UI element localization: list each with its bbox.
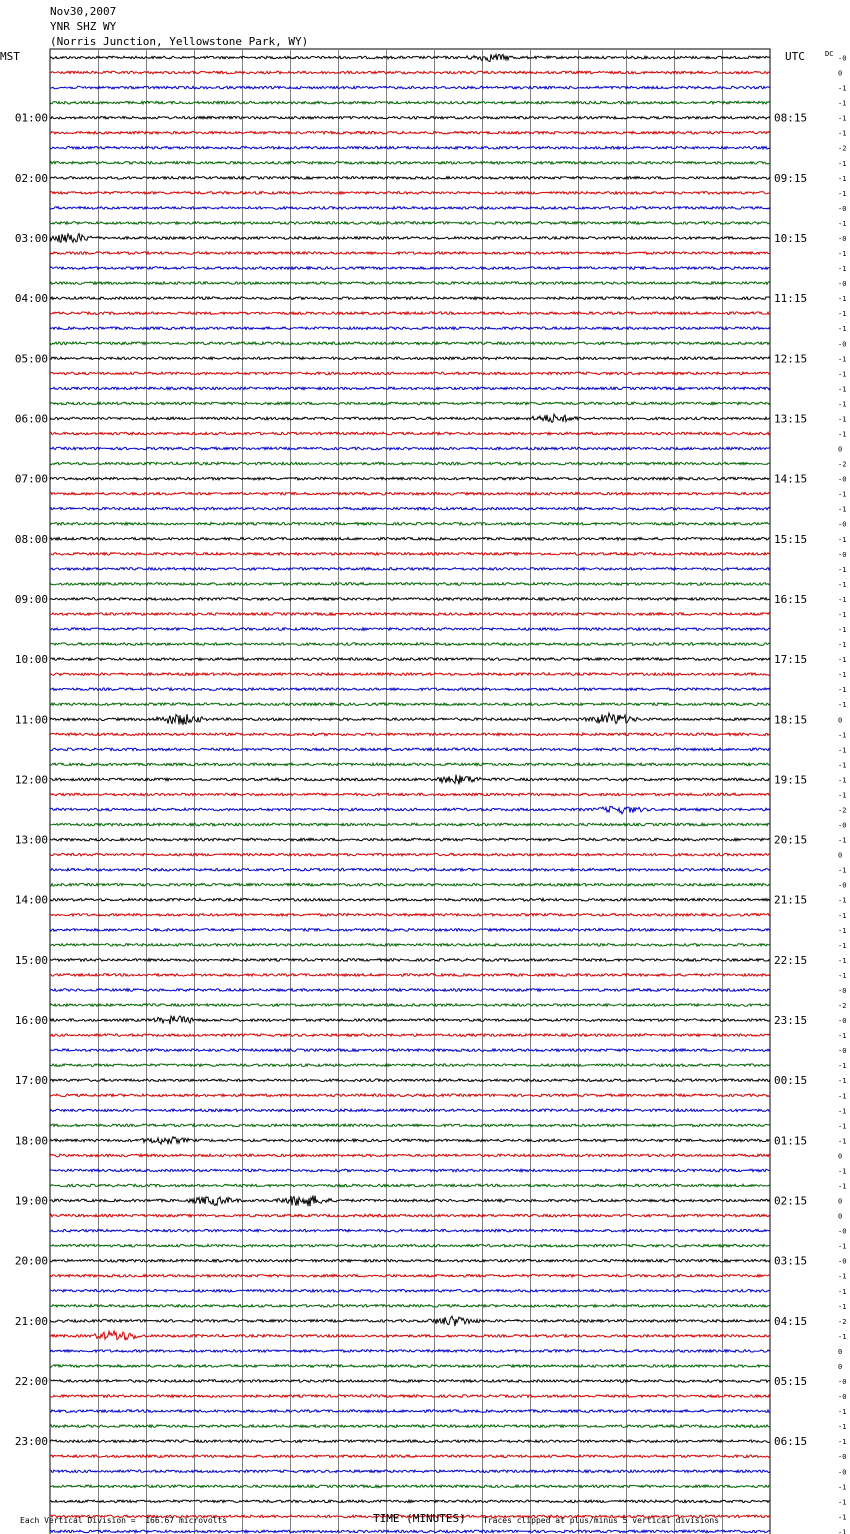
- right-timezone-label: UTC: [785, 50, 805, 63]
- seismic-trace: [50, 1455, 770, 1458]
- dc-offset-label: -1: [838, 1423, 847, 1432]
- mst-hour-label: 11:00: [14, 713, 48, 727]
- seismic-trace: [50, 462, 770, 465]
- seismic-trace: [50, 192, 770, 195]
- dc-label: DC: [825, 50, 834, 58]
- seismic-trace: [50, 522, 770, 525]
- dc-offset-label: -1: [838, 265, 847, 274]
- seismic-trace: [50, 86, 770, 89]
- dc-offset-label: -0: [838, 1257, 847, 1266]
- seismic-trace: [50, 1316, 770, 1326]
- dc-offset-label: -1: [838, 656, 847, 665]
- dc-offset-label: -1: [838, 114, 847, 123]
- dc-offset-label: 0: [838, 1152, 843, 1161]
- mst-hour-label: 12:00: [14, 773, 48, 787]
- dc-offset-label: -1: [838, 595, 847, 604]
- utc-hour-label: 14:15: [774, 472, 808, 486]
- dc-offset-label: -1: [838, 430, 847, 439]
- mst-hour-label: 13:00: [14, 833, 48, 847]
- seismic-trace: [50, 1350, 770, 1353]
- seismic-trace: [50, 297, 770, 300]
- mst-hour-label: 20:00: [14, 1254, 48, 1268]
- dc-offset-label: -1: [838, 1287, 847, 1296]
- dc-offset-label: -1: [838, 971, 847, 980]
- seismic-trace: [50, 1530, 770, 1533]
- utc-hour-label: 19:15: [774, 773, 808, 787]
- dc-offset-label: -1: [838, 1122, 847, 1131]
- seismic-trace: [50, 1137, 770, 1145]
- dc-offset-label: -1: [838, 761, 847, 770]
- seismic-trace: [50, 447, 770, 450]
- dc-offset-label: 0: [838, 445, 843, 454]
- header-station: YNR SHZ WY: [50, 20, 117, 33]
- seismic-trace: [50, 1034, 770, 1037]
- dc-offset-label: -1: [838, 580, 847, 589]
- seismic-trace: [50, 775, 770, 785]
- seismic-trace: [50, 1380, 770, 1383]
- dc-offset-label: -1: [838, 99, 847, 108]
- seismic-trace: [50, 1500, 770, 1503]
- dc-offset-label: -1: [838, 1513, 847, 1522]
- seismic-trace: [50, 507, 770, 510]
- dc-offset-label: -1: [838, 1137, 847, 1146]
- dc-offset-label: -1: [838, 189, 847, 198]
- utc-hour-label: 05:15: [774, 1375, 808, 1389]
- mst-hour-label: 22:00: [14, 1375, 48, 1389]
- utc-hour-label: 02:15: [774, 1194, 808, 1208]
- dc-offset-label: -1: [838, 295, 847, 304]
- seismic-trace: [50, 763, 770, 766]
- mst-hour-label: 09:00: [14, 592, 48, 606]
- mst-hour-label: 05:00: [14, 352, 48, 366]
- dc-offset-label: -0: [838, 881, 847, 890]
- seismic-trace: [50, 643, 770, 646]
- utc-hour-label: 15:15: [774, 532, 808, 546]
- dc-offset-label: -0: [838, 1468, 847, 1477]
- seismic-trace: [50, 1169, 770, 1172]
- mst-hour-label: 23:00: [14, 1435, 48, 1449]
- utc-hour-label: 08:15: [774, 111, 808, 125]
- utc-hour-label: 00:15: [774, 1074, 808, 1088]
- utc-hour-label: 13:15: [774, 412, 808, 426]
- seismic-trace: [50, 1079, 770, 1082]
- seismic-trace: [50, 372, 770, 375]
- dc-offset-label: -1: [838, 1498, 847, 1507]
- dc-offset-label: -1: [838, 250, 847, 259]
- dc-offset-label: 0: [838, 1197, 843, 1206]
- plot-frame: [50, 49, 770, 1534]
- dc-offset-label: -1: [838, 1092, 847, 1101]
- seismic-trace: [50, 733, 770, 736]
- utc-hour-label: 20:15: [774, 833, 808, 847]
- utc-hour-label: 17:15: [774, 653, 808, 667]
- dc-offset-label: -1: [838, 1107, 847, 1116]
- utc-hour-label: 11:15: [774, 292, 808, 306]
- seismic-trace: [50, 883, 770, 886]
- seismic-trace: [50, 944, 770, 947]
- dc-offset-label: 0: [838, 1362, 843, 1371]
- dc-offset-label: -1: [838, 776, 847, 785]
- dc-offset-label: -1: [838, 1483, 847, 1492]
- scale-note: Each Vertical Division = 166.67 microvolts: [20, 1516, 228, 1525]
- dc-offset-label: -0: [838, 204, 847, 213]
- seismic-trace: [50, 613, 770, 616]
- seismic-trace: [50, 252, 770, 255]
- utc-hour-label: 09:15: [774, 171, 808, 185]
- seismic-trace: [50, 1485, 770, 1488]
- seismic-trace: [50, 688, 770, 691]
- dc-offset-label: -1: [838, 1438, 847, 1447]
- seismic-trace: [50, 823, 770, 826]
- dc-offset-label: -0: [838, 1017, 847, 1026]
- seismic-trace: [50, 853, 770, 856]
- dc-offset-label: -1: [838, 84, 847, 93]
- seismic-trace: [50, 146, 770, 149]
- dc-offset-label: 0: [838, 69, 843, 78]
- dc-offset-label: -1: [838, 836, 847, 845]
- seismic-trace: [50, 806, 770, 814]
- dc-offset-label: -1: [838, 174, 847, 183]
- mst-hour-label: 10:00: [14, 653, 48, 667]
- left-timezone-label: MST: [0, 50, 20, 63]
- header-date: Nov30,2007: [50, 5, 117, 18]
- dc-offset-label: -1: [838, 415, 847, 424]
- mst-hour-label: 02:00: [14, 171, 48, 185]
- mst-hour-label: 08:00: [14, 532, 48, 546]
- seismic-trace: [50, 974, 770, 977]
- seismic-trace: [50, 1305, 770, 1308]
- dc-offset-label: -1: [838, 1062, 847, 1071]
- seismic-trace: [50, 838, 770, 841]
- seismic-trace: [50, 432, 770, 435]
- dc-offset-label: -0: [838, 1453, 847, 1462]
- utc-hour-label: 10:15: [774, 231, 808, 245]
- dc-offset-label: -1: [838, 926, 847, 935]
- seismic-trace: [50, 1064, 770, 1067]
- seismic-trace: [50, 1290, 770, 1293]
- seismic-trace: [50, 1229, 770, 1232]
- seismic-trace: [50, 1184, 770, 1187]
- seismic-trace: [50, 583, 770, 586]
- dc-offset-label: 0: [838, 1347, 843, 1356]
- header-location: (Norris Junction, Yellowstone Park, WY): [50, 35, 309, 48]
- seismic-trace: [50, 1395, 770, 1398]
- dc-offset-label: 0: [838, 851, 843, 860]
- utc-hour-label: 01:15: [774, 1134, 808, 1148]
- dc-offset-label: -0: [838, 1378, 847, 1387]
- seismic-trace: [50, 628, 770, 631]
- seismic-trace: [50, 959, 770, 962]
- seismic-trace: [50, 748, 770, 751]
- seismic-trace: [50, 568, 770, 571]
- dc-offset-label: -1: [838, 385, 847, 394]
- dc-offset-label: -1: [838, 1032, 847, 1041]
- x-axis-title: TIME (MINUTES): [373, 1512, 466, 1525]
- utc-hour-label: 16:15: [774, 592, 808, 606]
- utc-hour-label: 03:15: [774, 1254, 808, 1268]
- seismic-trace: [50, 1410, 770, 1413]
- seismic-trace: [50, 1016, 770, 1024]
- seismic-trace: [50, 1274, 770, 1277]
- seismic-trace: [50, 898, 770, 901]
- seismic-trace: [50, 989, 770, 992]
- dc-offset-label: -1: [838, 1272, 847, 1281]
- dc-offset-label: -1: [838, 911, 847, 920]
- seismic-trace: [50, 54, 770, 61]
- dc-offset-label: 0: [838, 1212, 843, 1221]
- seismic-trace: [50, 207, 770, 210]
- mst-hour-label: 15:00: [14, 953, 48, 967]
- dc-offset-label: -1: [838, 610, 847, 619]
- utc-hour-label: 22:15: [774, 953, 808, 967]
- dc-offset-label: -0: [838, 1047, 847, 1056]
- seismic-trace: [50, 402, 770, 405]
- seismic-trace: [50, 1244, 770, 1247]
- dc-offset-label: -2: [838, 1317, 847, 1326]
- dc-offset-label: -2: [838, 806, 847, 815]
- seismic-trace: [50, 477, 770, 480]
- dc-offset-label: -1: [838, 1167, 847, 1176]
- seismic-trace: [50, 598, 770, 601]
- seismic-trace: [50, 1331, 770, 1340]
- seismic-trace: [50, 312, 770, 315]
- mst-hour-label: 06:00: [14, 412, 48, 426]
- dc-offset-label: -2: [838, 1002, 847, 1011]
- utc-hour-label: 12:15: [774, 352, 808, 366]
- seismic-trace: [50, 673, 770, 676]
- dc-offset-label: -1: [838, 325, 847, 334]
- seismic-trace: [50, 222, 770, 225]
- seismic-trace: [50, 492, 770, 495]
- dc-offset-label: -1: [838, 1302, 847, 1311]
- mst-hour-label: 21:00: [14, 1314, 48, 1328]
- seismic-trace: [50, 703, 770, 706]
- utc-hour-label: 21:15: [774, 893, 808, 907]
- seismic-trace: [50, 1094, 770, 1097]
- dc-offset-label: -1: [838, 1182, 847, 1191]
- seismic-trace: [50, 1470, 770, 1473]
- dc-offset-label: -1: [838, 129, 847, 138]
- seismic-trace: [50, 1259, 770, 1262]
- dc-offset-label: -1: [838, 671, 847, 680]
- seismic-trace: [50, 131, 770, 134]
- dc-offset-label: -0: [838, 475, 847, 484]
- seismic-trace: [50, 71, 770, 74]
- seismic-trace: [50, 162, 770, 165]
- dc-offset-label: -1: [838, 746, 847, 755]
- seismic-trace: [50, 1109, 770, 1112]
- mst-hour-label: 03:00: [14, 231, 48, 245]
- dc-offset-label: -1: [838, 626, 847, 635]
- dc-offset-label: -1: [838, 941, 847, 950]
- clip-note: Traces clipped at plus/minus 5 vertical divisions: [483, 1516, 720, 1525]
- dc-offset-label: -1: [838, 355, 847, 364]
- utc-hour-label: 04:15: [774, 1314, 808, 1328]
- dc-offset-label: -1: [838, 701, 847, 710]
- seismic-trace: [50, 1154, 770, 1157]
- seismic-trace: [50, 929, 770, 932]
- seismic-trace: [50, 327, 770, 330]
- seismic-trace: [50, 282, 770, 285]
- dc-offset-label: -1: [838, 490, 847, 499]
- utc-hour-label: 06:15: [774, 1435, 808, 1449]
- dc-offset-label: -1: [838, 565, 847, 574]
- seismic-trace: [50, 658, 770, 661]
- dc-offset-label: -1: [838, 159, 847, 168]
- dc-offset-label: -0: [838, 234, 847, 243]
- dc-offset-label: -0: [838, 520, 847, 529]
- utc-hour-label: 18:15: [774, 713, 808, 727]
- dc-offset-label: -1: [838, 791, 847, 800]
- seismic-trace: [50, 713, 770, 725]
- dc-offset-label: -1: [838, 310, 847, 319]
- seismic-trace: [50, 1124, 770, 1127]
- seismic-trace: [50, 793, 770, 796]
- dc-offset-label: -1: [838, 219, 847, 228]
- dc-offset-label: 0: [838, 716, 843, 725]
- mst-hour-label: 18:00: [14, 1134, 48, 1148]
- mst-hour-label: 17:00: [14, 1074, 48, 1088]
- dc-offset-label: -1: [838, 956, 847, 965]
- seismic-trace: [50, 267, 770, 270]
- mst-hour-label: 07:00: [14, 472, 48, 486]
- dc-offset-label: -0: [838, 1393, 847, 1402]
- dc-offset-label: -0: [838, 821, 847, 830]
- dc-offset-label: -1: [838, 1242, 847, 1251]
- dc-offset-label: -2: [838, 460, 847, 469]
- mst-hour-label: 16:00: [14, 1014, 48, 1028]
- dc-offset-label: -1: [838, 641, 847, 650]
- seismic-trace: [50, 177, 770, 180]
- seismic-trace: [50, 342, 770, 345]
- mst-hour-label: 19:00: [14, 1194, 48, 1208]
- dc-offset-label: -1: [838, 1408, 847, 1417]
- seismic-trace: [50, 1004, 770, 1007]
- dc-offset-label: -1: [838, 370, 847, 379]
- seismic-trace: [50, 1196, 770, 1207]
- seismic-trace: [50, 914, 770, 917]
- dc-offset-label: -2: [838, 144, 847, 153]
- seismic-trace: [50, 1365, 770, 1368]
- seismic-trace: [50, 116, 770, 119]
- seismic-trace: [50, 868, 770, 871]
- dc-offset-label: -0: [838, 550, 847, 559]
- dc-offset-label: -1: [838, 866, 847, 875]
- dc-offset-label: -1: [838, 1528, 847, 1534]
- seismic-trace: [50, 414, 770, 422]
- seismic-trace: [50, 357, 770, 360]
- dc-offset-label: -1: [838, 1332, 847, 1341]
- dc-offset-label: -1: [838, 896, 847, 905]
- dc-offset-label: -0: [838, 280, 847, 289]
- mst-hour-label: 01:00: [14, 111, 48, 125]
- dc-offset-label: -0: [838, 54, 847, 63]
- dc-offset-label: -1: [838, 535, 847, 544]
- dc-offset-label: -0: [838, 986, 847, 995]
- utc-hour-label: 23:15: [774, 1014, 808, 1028]
- dc-offset-label: -0: [838, 340, 847, 349]
- dc-offset-label: -1: [838, 731, 847, 740]
- seismic-trace: [50, 1425, 770, 1428]
- seismic-trace: [50, 1440, 770, 1443]
- dc-offset-label: -0: [838, 1227, 847, 1236]
- dc-offset-label: -1: [838, 400, 847, 409]
- seismic-trace: [50, 387, 770, 390]
- seismic-trace: [50, 553, 770, 556]
- dc-offset-label: -1: [838, 1077, 847, 1086]
- mst-hour-label: 04:00: [14, 292, 48, 306]
- dc-offset-label: -1: [838, 686, 847, 695]
- dc-offset-label: -1: [838, 505, 847, 514]
- seismic-trace: [50, 538, 770, 541]
- seismic-trace: [50, 234, 770, 243]
- seismic-trace: [50, 101, 770, 104]
- seismic-trace: [50, 1214, 770, 1217]
- mst-hour-label: 14:00: [14, 893, 48, 907]
- seismic-trace: [50, 1049, 770, 1052]
